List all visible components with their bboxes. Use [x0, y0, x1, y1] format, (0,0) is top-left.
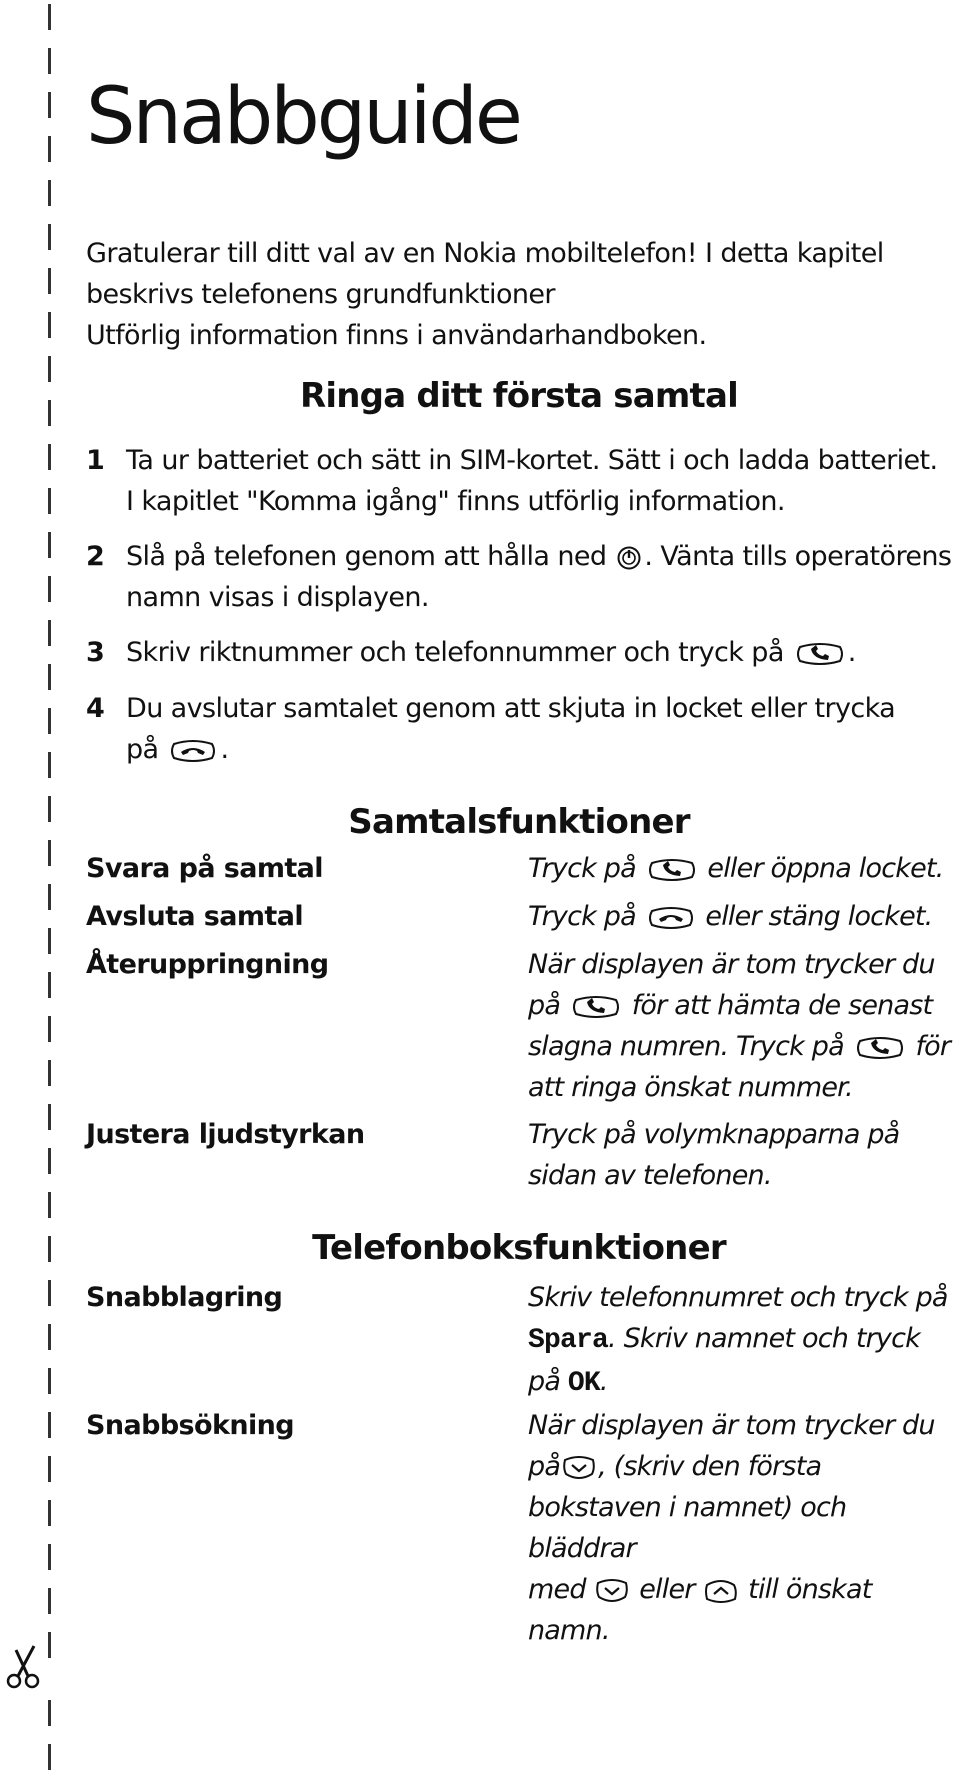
step-number: 4: [86, 693, 105, 724]
function-desc: sidan av telefonen.: [528, 1160, 772, 1191]
function-desc: , (skriv den första: [598, 1451, 822, 1482]
step-text: Ta ur batteriet och sätt in SIM-kortet. Sätt i och ladda batteriet.: [126, 445, 938, 476]
function-desc: på: [528, 1366, 561, 1397]
function-desc: för att hämta de senast: [631, 990, 933, 1021]
intro-line: Utförlig information finns i användarhandboken.: [86, 320, 707, 351]
function-desc: eller: [639, 1574, 695, 1605]
function-label: Snabbsökning: [86, 1410, 294, 1441]
step-text: .: [847, 637, 856, 668]
function-desc: .: [599, 1366, 608, 1397]
function-desc: namn.: [528, 1615, 610, 1646]
function-desc: eller öppna locket.: [707, 853, 944, 884]
section-heading-phonebook-functions: Telefonboksfunktioner: [312, 1228, 726, 1268]
call-key-icon: [794, 639, 846, 669]
function-label: Justera ljudstyrkan: [86, 1119, 365, 1150]
softkey-label: OK: [567, 1368, 600, 1399]
call-key-icon: [646, 855, 698, 885]
softkey-label: Spara: [528, 1325, 609, 1356]
function-desc: Tryck på: [528, 853, 636, 884]
function-desc: När displayen är tom trycker du: [528, 949, 935, 980]
function-desc: på: [528, 1451, 561, 1482]
intro-paragraph: [86, 233, 952, 356]
call-key-icon: [570, 992, 622, 1022]
step-text: I kapitlet "Komma igång" finns utförlig information.: [126, 486, 785, 517]
function-desc: slagna numren. Tryck på: [528, 1031, 844, 1062]
scroll-down-icon: [595, 1577, 629, 1605]
step-text: på: [126, 734, 159, 765]
intro-line: beskrivs telefonens grundfunktioner: [86, 279, 555, 310]
step-number: 2: [86, 541, 105, 572]
step-text: namn visas i displayen.: [126, 582, 429, 613]
step-number: 1: [86, 445, 105, 476]
function-desc: Tryck på: [528, 901, 636, 932]
step-text: Skriv riktnummer och telefonnummer och tryck på: [126, 637, 784, 668]
section-heading-first-call: Ringa ditt första samtal: [300, 376, 738, 416]
function-label: Återuppringning: [86, 949, 329, 980]
page-title: Snabbguide: [86, 72, 520, 162]
scroll-down-icon: [562, 1454, 596, 1482]
power-key-icon: [616, 545, 642, 571]
function-desc: Skriv telefonnumret och tryck på: [528, 1282, 948, 1313]
function-label: Svara på samtal: [86, 853, 323, 884]
scissors-icon: [4, 1642, 46, 1690]
function-desc: på: [528, 990, 561, 1021]
section-heading-call-functions: Samtalsfunktioner: [348, 802, 690, 842]
function-desc: till önskat: [748, 1574, 872, 1605]
function-label: Snabblagring: [86, 1282, 283, 1313]
step-text: .: [220, 734, 229, 765]
function-desc: . Skriv namnet och tryck: [608, 1323, 920, 1354]
function-desc: Tryck på volymknapparna på: [528, 1119, 900, 1150]
function-desc: eller stäng locket.: [705, 901, 933, 932]
scroll-up-icon: [704, 1577, 738, 1605]
intro-line: Gratulerar till ditt val av en Nokia mobiltelefon! I detta kapitel: [86, 238, 884, 269]
function-desc: bokstaven i namnet) och bläddrar: [528, 1492, 847, 1564]
end-key-icon: [168, 736, 218, 766]
end-key-icon: [646, 903, 696, 933]
function-desc: När displayen är tom trycker du: [528, 1410, 935, 1441]
call-key-icon: [854, 1033, 906, 1063]
function-desc: att ringa önskat nummer.: [528, 1072, 853, 1103]
function-label: Avsluta samtal: [86, 901, 304, 932]
step-number: 3: [86, 637, 105, 668]
function-desc: med: [528, 1574, 586, 1605]
step-text: Du avslutar samtalet genom att skjuta in locket eller trycka: [126, 693, 896, 724]
step-text: . Vänta tills operatörens: [644, 541, 952, 572]
function-desc: för: [915, 1031, 951, 1062]
step-text: Slå på telefonen genom att hålla ned: [126, 541, 607, 572]
